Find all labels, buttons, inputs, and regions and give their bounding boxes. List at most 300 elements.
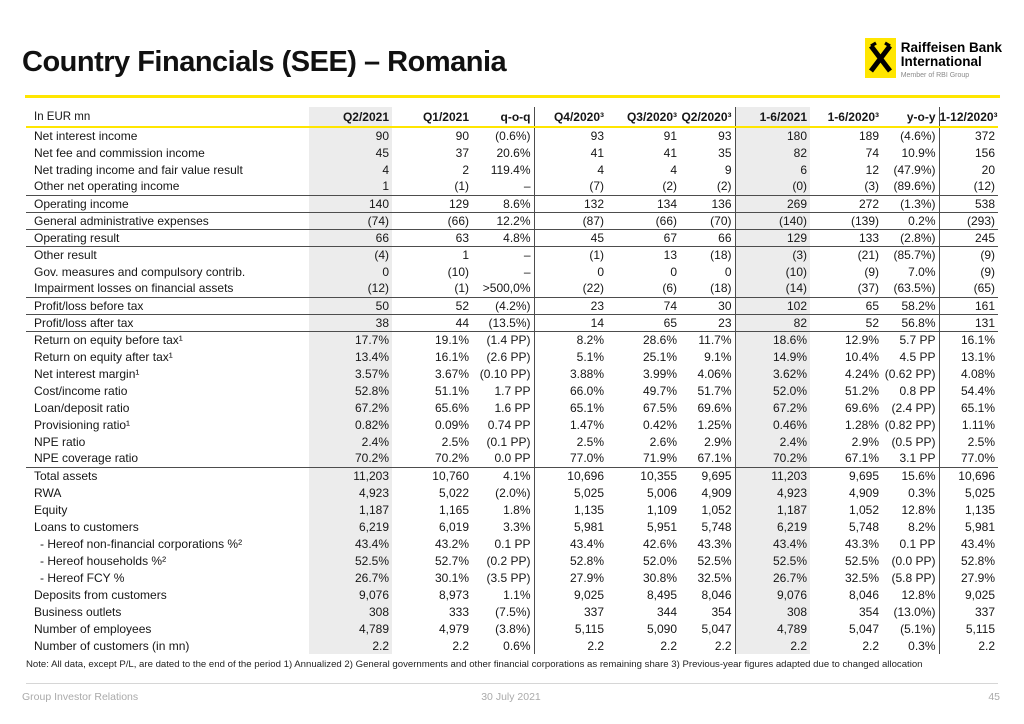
cell: 102: [735, 297, 810, 314]
table-row: [26, 195, 998, 212]
cell: 0.3%: [882, 484, 939, 501]
cell: (2): [680, 178, 735, 195]
cell: –: [472, 178, 534, 195]
row-label: Net interest income: [34, 129, 138, 143]
cell: 58.2%: [882, 297, 939, 314]
cell: 1.6 PP: [472, 399, 534, 416]
column-header: Q4/2020³: [534, 107, 607, 127]
table-row: [26, 552, 998, 569]
cell: 43.4%: [960, 536, 995, 551]
cell: (89.6%): [882, 178, 939, 195]
cell: (3.8%): [472, 620, 534, 637]
financials-table: [26, 107, 998, 654]
cell: 133: [810, 229, 882, 246]
cell: (0.6%): [472, 127, 534, 144]
cell: (47.9%): [882, 161, 939, 178]
cell: 67.5%: [642, 400, 677, 415]
cell: 66: [680, 229, 735, 246]
cell: (7.5%): [472, 603, 534, 620]
cell: (74): [309, 212, 392, 229]
cell: 6: [735, 161, 810, 178]
cell: 8,046: [848, 587, 879, 602]
cell: (1): [589, 247, 604, 262]
cell: 16.1%: [434, 349, 469, 364]
cell: 3.57%: [309, 365, 392, 382]
cell: 49.7%: [642, 383, 677, 398]
cell: (9): [864, 264, 879, 279]
cell: 32.5%: [844, 570, 879, 585]
table-row: [26, 263, 998, 280]
cell: 4,979: [438, 621, 469, 636]
table-row: [26, 450, 998, 467]
row-label: Cost/income ratio: [34, 383, 128, 398]
row-label: Gov. measures and compulsory contrib.: [34, 264, 246, 279]
cell: 129: [735, 229, 810, 246]
cell: 6,019: [438, 519, 469, 534]
cell: 43.2%: [434, 536, 469, 551]
cell: 0.82%: [309, 416, 392, 433]
cell: 14.9%: [735, 348, 810, 365]
cell: 3.67%: [434, 366, 469, 381]
cell: 5,981: [573, 519, 604, 534]
cell: 372: [974, 129, 995, 143]
page-title: Country Financials (SEE) – Romania: [22, 46, 507, 78]
cell: 67.1%: [810, 450, 882, 467]
cell: 12: [865, 162, 879, 177]
cell: (0.0 PP): [882, 552, 939, 569]
cell: 8.2%: [576, 332, 604, 347]
row-label: Equity: [34, 502, 68, 517]
cell: 269: [735, 195, 810, 212]
cell: 45: [534, 229, 607, 246]
cell: 50: [309, 297, 392, 314]
cell: 30.8%: [642, 570, 677, 585]
cell: 43.4%: [569, 536, 604, 551]
cell: 5,047: [848, 621, 879, 636]
cell: 10.4%: [844, 349, 879, 364]
cell: 10,760: [432, 468, 469, 483]
cell: 56.8%: [882, 314, 939, 331]
cell: 1,052: [848, 502, 879, 517]
cell: 3.88%: [569, 366, 604, 381]
row-label: Number of customers (in mn): [34, 638, 190, 653]
row-label: Operating income: [26, 195, 309, 212]
column-header: y-o-y: [882, 107, 939, 127]
cell: 77.0%: [939, 450, 998, 467]
cell: 344: [656, 604, 677, 619]
cell: 9,076: [735, 586, 810, 603]
table-row: [26, 229, 998, 246]
cell: 12.2%: [472, 212, 534, 229]
cell: (9): [980, 264, 995, 279]
cell: 0.3%: [882, 637, 939, 654]
cell: (4.6%): [882, 127, 939, 144]
cell: 7.0%: [882, 263, 939, 280]
cell: 1,109: [646, 502, 677, 517]
cell: (0.10 PP): [472, 365, 534, 382]
column-header: 1-12/2020³: [939, 107, 998, 127]
row-label: NPE coverage ratio: [26, 450, 309, 467]
cell: 5,022: [438, 485, 469, 500]
cell: 42.6%: [642, 536, 677, 551]
cell: 43.4%: [309, 535, 392, 552]
row-label: Profit/loss after tax: [26, 314, 309, 331]
cell: 1: [309, 178, 392, 195]
cell: (63.5%): [882, 280, 939, 297]
cell: 2.2: [680, 637, 735, 654]
cell: 9.1%: [680, 348, 735, 365]
cell: 2.4%: [309, 433, 392, 450]
cell: (2.0%): [472, 484, 534, 501]
cell: 5,090: [646, 621, 677, 636]
table-row: [26, 433, 998, 450]
slide-header: [22, 36, 1002, 92]
cell: (0.82 PP): [882, 416, 939, 433]
cell: 44: [392, 314, 472, 331]
cell: 18.6%: [735, 331, 810, 348]
row-label: Impairment losses on financial assets: [26, 280, 309, 297]
cell: 5,748: [680, 518, 735, 535]
column-header: Q2/2021: [309, 107, 392, 127]
row-label: Deposits from customers: [34, 587, 167, 602]
cell: 5,047: [680, 620, 735, 637]
table-row: [26, 348, 998, 365]
cell: (140): [735, 212, 810, 229]
cell: 2.2: [309, 637, 392, 654]
cell: 308: [309, 603, 392, 620]
cell: (6): [607, 280, 680, 297]
cell: 2.9%: [680, 433, 735, 450]
cell: 0: [680, 263, 735, 280]
cell: 20: [981, 162, 995, 177]
cell: (1.4 PP): [472, 331, 534, 348]
row-label: RWA: [34, 485, 62, 500]
cell: 11,203: [309, 467, 392, 484]
cell: –: [472, 263, 534, 280]
row-label: - Hereof FCY %: [40, 570, 125, 585]
cell: 1.28%: [844, 417, 879, 432]
footer-department: Group Investor Relations: [22, 691, 139, 703]
cell: (12): [309, 280, 392, 297]
table-row: [26, 569, 998, 586]
cell: 65.1%: [569, 400, 604, 415]
cell: 19.1%: [434, 332, 469, 347]
cell: 9,025: [964, 587, 995, 602]
cell: 3.1 PP: [882, 450, 939, 467]
cell: 8,973: [438, 587, 469, 602]
cell: (10): [447, 264, 469, 279]
cell: 308: [735, 603, 810, 620]
cell: 4,909: [848, 485, 879, 500]
cell: (12): [939, 178, 998, 195]
cell: 82: [735, 314, 810, 331]
cell: 5,025: [964, 485, 995, 500]
cell: 333: [448, 604, 469, 619]
table-row: [26, 399, 998, 416]
cell: 2.5%: [967, 434, 995, 449]
cell: 65: [607, 314, 680, 331]
cell: (70): [680, 212, 735, 229]
cell: 23: [534, 297, 607, 314]
column-header: Q3/2020³: [607, 107, 680, 127]
row-label: Total assets: [34, 468, 98, 483]
cell: 52.5%: [680, 552, 735, 569]
cell: (4.2%): [472, 297, 534, 314]
cell: –: [472, 246, 534, 263]
cell: (293): [939, 212, 998, 229]
column-header: 1-6/2020³: [810, 107, 882, 127]
cell: 10,355: [640, 468, 677, 483]
cell: (0.1 PP): [472, 433, 534, 450]
row-label: - Hereof households %²: [40, 553, 167, 568]
table-row: [26, 620, 998, 637]
table-row: [26, 280, 998, 297]
cell: 43.3%: [844, 536, 879, 551]
cell: 129: [392, 195, 472, 212]
cell: 74: [865, 145, 879, 160]
cell: 67.2%: [735, 399, 810, 416]
cell: (2): [607, 178, 680, 195]
cell: 4.06%: [680, 365, 735, 382]
cell: 2.5%: [576, 434, 604, 449]
cell: (85.7%): [882, 246, 939, 263]
cell: 3.3%: [472, 518, 534, 535]
cell: 93: [590, 129, 604, 143]
table-row: [26, 127, 998, 144]
cell: 2.2: [862, 638, 879, 653]
cell: (0.2 PP): [472, 552, 534, 569]
cell: (9): [980, 247, 995, 262]
row-label: Loan/deposit ratio: [34, 400, 130, 415]
cell: (1): [392, 280, 472, 297]
cell: (0.5 PP): [882, 433, 939, 450]
cell: (3): [735, 246, 810, 263]
cell: 1.25%: [680, 416, 735, 433]
cell: (37): [810, 280, 882, 297]
cell: 71.9%: [607, 450, 680, 467]
cell: 27.9%: [569, 570, 604, 585]
cell: 156: [974, 145, 995, 160]
cell: 3.99%: [642, 366, 677, 381]
cell: 0.46%: [735, 416, 810, 433]
cell: 41: [663, 145, 677, 160]
cell: 52.0%: [735, 382, 810, 399]
footnote: Note: All data, except P/L, are dated to the end of the period 1) Annualized 2) General governments and other financial corporations as remaining share 3) Previous-year figures adapted due to changed allocation: [26, 659, 923, 670]
cell: 65: [810, 297, 882, 314]
cell: 8.6%: [472, 195, 534, 212]
cell: (5.8 PP): [882, 569, 939, 586]
unit-label: In EUR mn: [26, 107, 309, 127]
cell: 54.4%: [960, 383, 995, 398]
table-row: [26, 246, 998, 263]
cell: 6,219: [309, 518, 392, 535]
cell: 161: [939, 297, 998, 314]
cell: 10.9%: [882, 144, 939, 161]
cell: 16.1%: [960, 332, 995, 347]
cell: 27.9%: [960, 570, 995, 585]
cell: 28.6%: [642, 332, 677, 347]
table-row: [26, 365, 998, 382]
row-label: Net trading income and fair value result: [34, 162, 243, 177]
cell: 1.47%: [569, 417, 604, 432]
cell: (13.0%): [882, 603, 939, 620]
cell: 245: [939, 229, 998, 246]
cell: 2.2: [978, 638, 995, 653]
cell: 52.8%: [960, 553, 995, 568]
row-label: Other result: [34, 247, 97, 262]
cell: 1: [462, 247, 469, 262]
table-row: [26, 637, 998, 654]
column-header: Q2/2020³: [680, 107, 735, 127]
cell: 136: [680, 195, 735, 212]
cell: 11,203: [735, 467, 810, 484]
table-row: [26, 178, 998, 195]
cell: 20.6%: [472, 144, 534, 161]
cell: 337: [974, 604, 995, 619]
cell: 2.2: [452, 638, 469, 653]
cell: 0.2%: [882, 212, 939, 229]
row-label: General administrative expenses: [26, 212, 309, 229]
cell: 5,115: [965, 621, 995, 636]
cell: 15.6%: [882, 467, 939, 484]
row-label: NPE ratio: [34, 434, 86, 449]
cell: 1.8%: [472, 501, 534, 518]
row-label: Business outlets: [34, 604, 122, 619]
column-header: Q1/2021: [392, 107, 472, 127]
cell: 5,025: [573, 485, 604, 500]
cell: 10,696: [567, 468, 604, 483]
cell: 1,135: [573, 502, 604, 517]
cell: 90: [309, 127, 392, 144]
cell: 0.42%: [642, 417, 677, 432]
cell: 51.1%: [434, 383, 469, 398]
cell: 2: [462, 162, 469, 177]
cell: (14): [735, 280, 810, 297]
logo-text: [901, 38, 1002, 79]
cell: 12.9%: [844, 332, 879, 347]
cell: 4.08%: [960, 366, 995, 381]
cell: 0.74 PP: [472, 416, 534, 433]
cell: 77.0%: [534, 450, 607, 467]
table-row: [26, 416, 998, 433]
cell: 38: [309, 314, 392, 331]
cell: 1,052: [680, 501, 735, 518]
column-header: 1-6/2021: [735, 107, 810, 127]
row-label: Loans to customers: [34, 519, 139, 534]
raiffeisen-gable-cross-icon: [865, 38, 896, 78]
cell: 0.09%: [434, 417, 469, 432]
cell: 52: [392, 297, 472, 314]
cell: (21): [857, 247, 879, 262]
cell: 5.1%: [576, 349, 604, 364]
cell: 4.5 PP: [882, 348, 939, 365]
cell: 9,695: [680, 467, 735, 484]
table-row: [26, 484, 998, 501]
cell: 8,495: [646, 587, 677, 602]
cell: 93: [680, 127, 735, 144]
cell: (1): [392, 178, 472, 195]
cell: 51.7%: [680, 382, 735, 399]
cell: 67.1%: [680, 450, 735, 467]
cell: 140: [309, 195, 392, 212]
cell: (2.4 PP): [882, 399, 939, 416]
row-label: Net interest margin¹: [34, 366, 140, 381]
cell: 43.4%: [735, 535, 810, 552]
cell: 0.8 PP: [882, 382, 939, 399]
table-row: [26, 297, 998, 314]
cell: (87): [534, 212, 607, 229]
cell: 63: [392, 229, 472, 246]
cell: 2.6%: [649, 434, 677, 449]
cell: 74: [607, 297, 680, 314]
logo-line2: International: [900, 54, 982, 70]
cell: 66: [309, 229, 392, 246]
table-row: [26, 518, 998, 535]
logo-line1: Raiffeisen Bank: [900, 40, 1002, 55]
cell: 82: [735, 144, 810, 161]
footer-divider: [26, 683, 998, 684]
cell: 1.11%: [961, 417, 995, 432]
cell: 1.1%: [472, 586, 534, 603]
row-label: Other net operating income: [26, 178, 309, 195]
cell: 23: [680, 314, 735, 331]
cell: 12.8%: [882, 501, 939, 518]
cell: 65.6%: [434, 400, 469, 415]
cell: 65.1%: [960, 400, 995, 415]
cell: (22): [534, 280, 607, 297]
row-label: Profit/loss before tax: [26, 297, 309, 314]
row-label: Provisioning ratio¹: [34, 417, 131, 432]
cell: 2.2: [660, 638, 677, 653]
cell: (18): [680, 246, 735, 263]
cell: 134: [607, 195, 680, 212]
cell: 2.9%: [851, 434, 879, 449]
cell: 69.6%: [680, 399, 735, 416]
cell: 1,187: [735, 501, 810, 518]
cell: (66): [607, 212, 680, 229]
cell: (2.8%): [882, 229, 939, 246]
cell: 0.1 PP: [472, 535, 534, 552]
table-row: [26, 212, 998, 229]
cell: 67: [607, 229, 680, 246]
table-row: [26, 586, 998, 603]
cell: 52.8%: [309, 382, 392, 399]
table-row: [26, 467, 998, 484]
table-row: [26, 535, 998, 552]
cell: 131: [939, 314, 998, 331]
cell: 0.1 PP: [882, 535, 939, 552]
cell: 1,135: [964, 502, 995, 517]
cell: 45: [309, 144, 392, 161]
cell: (66): [392, 212, 472, 229]
cell: 1.7 PP: [472, 382, 534, 399]
cell: 4: [309, 161, 392, 178]
cell: 52.5%: [735, 552, 810, 569]
cell: 538: [939, 195, 998, 212]
cell: 4.8%: [472, 229, 534, 246]
cell: 14: [534, 314, 607, 331]
cell: 9,025: [573, 587, 604, 602]
cell: 70.2%: [309, 450, 392, 467]
cell: 119.4%: [472, 161, 534, 178]
cell: 4.1%: [472, 467, 534, 484]
table-row: [26, 144, 998, 161]
cell: 2.2: [735, 637, 810, 654]
cell: 4,909: [680, 484, 735, 501]
cell: (4): [309, 246, 392, 263]
cell: 4,923: [735, 484, 810, 501]
cell: 13: [663, 247, 677, 262]
